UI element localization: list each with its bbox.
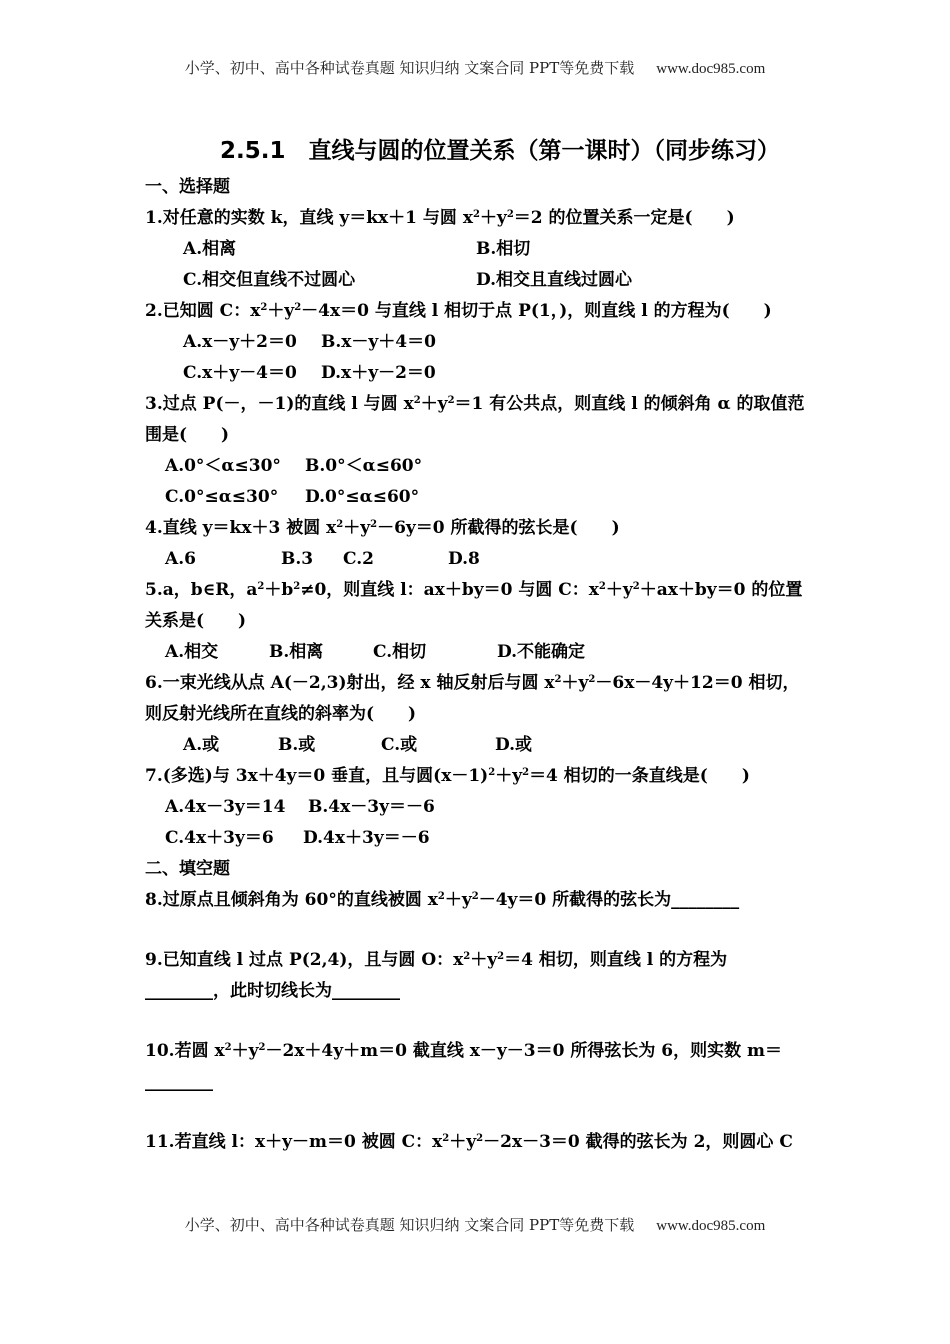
option-a: A.相离 [183, 239, 237, 259]
page-header [0, 57, 950, 78]
page-footer [0, 1214, 950, 1235]
option-d: D.0°≤α≤60° [305, 487, 420, 507]
answer-space [145, 916, 807, 945]
question-5: 5.a，b∈R，$a^2+b^2\ne 0$，则直线 l：ax＋by＝0 与圆 C：$x^2+y^2+ax+by=0$ 的位置关系是( ) [145, 580, 803, 631]
option-c: C.相交但直线不过圆心 [183, 270, 356, 290]
question-8: 8.过原点且倾斜角为 60°的直线被圆 $x^2+y^2-4y=0$ 所截得的弦长为________ [145, 890, 740, 910]
option-b: B.0°＜α≤60° [305, 456, 423, 476]
option-a: A.或 [183, 735, 220, 755]
option-c: C.0°≤α≤30° [165, 487, 279, 507]
footer-url[interactable]: www.doc985.com [656, 1218, 766, 1234]
header-text: 小学、初中、高中各种试卷真题 知识归纳 文案合同 PPT等免费下载 [184, 59, 635, 77]
question-9: 9.已知直线 l 过点 P(2,4)，且与圆 O：$x^2+y^2=4$ 相切，则直线 l 的方程为________，此时切线长为________ [145, 950, 728, 1001]
question-7: 7.(多选)与 3x＋4y＝0 垂直，且与圆$(x-1)^2+y^2=4$ 相切的一条直线是( ) [145, 766, 750, 786]
question-7-options-2 [145, 823, 807, 854]
header-url[interactable]: www.doc985.com [656, 61, 766, 77]
question-1-options-2 [145, 265, 807, 296]
answer-space [145, 1098, 807, 1127]
option-a: A.0°＜α≤30° [165, 456, 281, 476]
option-a: A.6 [165, 549, 196, 569]
option-c: C.相切 [373, 642, 427, 662]
option-b: B.3 [281, 549, 314, 569]
question-2-options-2 [145, 358, 807, 389]
question-2: 2.已知圆 C：$x^2+y^2-4x=0$ 与直线 l 相切于点 P(1，)，则直线 l 的方程为( ) [145, 301, 772, 321]
option-a: A.相交 [165, 642, 219, 662]
question-3: 3.过点 P(－，－1)的直线 l 与圆 $x^2+y^2=1$ 有公共点，则直线 l 的倾斜角 α 的取值范围是( ) [145, 394, 805, 445]
question-3-options [145, 451, 807, 482]
option-d: D.4x＋3y＝－6 [303, 828, 430, 848]
question-4: 4.直线 y＝kx＋3 被圆 $x^2+y^2-6y=0$ 所截得的弦长是( ) [145, 518, 620, 538]
section-heading-fill: 二、填空题 [145, 859, 230, 879]
worksheet-body [145, 128, 807, 1158]
answer-space [145, 1007, 807, 1036]
question-6: 6.一束光线从点 A(－2,3)射出，经 x 轴反射后与圆 $x^2+y^2-6x-4y+12=0$ 相切，则反射光线所在直线的斜率为( ) [145, 673, 800, 724]
question-11: 11.若直线 l：x＋y－m＝0 被圆 C：$x^2+y^2-2x-3=0$ 截得的弦长为 2，则圆心 C [145, 1132, 793, 1152]
question-3-options-2 [145, 482, 807, 513]
option-c: C.或 [381, 735, 418, 755]
option-b: B.4x－3y＝－6 [308, 797, 435, 817]
option-b: B.或 [278, 735, 316, 755]
option-c: C.x＋y－4＝0 [183, 363, 297, 383]
question-5-options [145, 637, 807, 668]
question-6-options [145, 730, 807, 761]
footer-text: 小学、初中、高中各种试卷真题 知识归纳 文案合同 PPT等免费下载 [184, 1216, 635, 1234]
option-d: D.x＋y－2＝0 [321, 363, 436, 383]
question-1: 1.对任意的实数 k，直线 y＝kx＋1 与圆 $x^2+y^2=2$ 的位置关系一定是( ) [145, 208, 735, 228]
option-a: A.x－y＋2＝0 [183, 332, 297, 352]
option-b: B.相切 [476, 239, 531, 259]
question-10: 10.若圆 $x^2+y^2-2x+4y+m=0$ 截直线 x－y－3＝0 所得弦长为 6，则实数 m＝________ [145, 1041, 783, 1092]
option-a: A.4x－3y＝14 [165, 797, 286, 817]
option-d: D.或 [495, 735, 533, 755]
question-1-options [145, 234, 807, 265]
option-d: D.8 [448, 549, 480, 569]
option-c: C.4x＋3y＝6 [165, 828, 274, 848]
option-d: D.不能确定 [497, 642, 586, 662]
option-d: D.相交且直线过圆心 [476, 270, 633, 290]
question-2-options [145, 327, 807, 358]
question-4-options [145, 544, 807, 575]
page-title: 2.5.1 直线与圆的位置关系（第一课时）（同步练习） [220, 138, 780, 164]
option-b: B.x－y＋4＝0 [321, 332, 436, 352]
option-b: B.相离 [269, 642, 324, 662]
section-heading-choice: 一、选择题 [145, 177, 230, 197]
question-7-options [145, 792, 807, 823]
option-c: C.2 [343, 549, 374, 569]
